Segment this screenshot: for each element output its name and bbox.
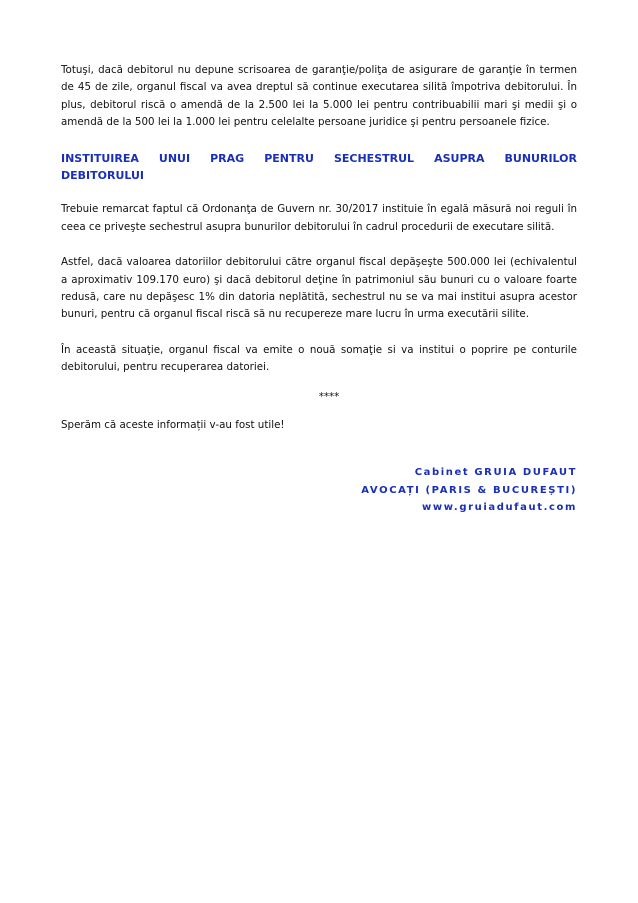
paragraph-threshold: Astfel, dacă valoarea datoriilor debitorului către organul fiscal depăşeşte 500.000 lei (echivalentul a aproximativ 109.170 euro) şi dacă debitorul deţine în patrimoniul său bunuri cu o valoare foarte redusă, care nu depăşesc 1% din datoria neplătită, sechestrul nu se va mai institui asupra acestor bunuri, pentru că organul fiscal riscă să nu recupereze mare lucru în urma executării silite. xyxy=(61,256,577,321)
signature-website[interactable]: www.gruiadufaut.com xyxy=(422,502,577,514)
document-page xyxy=(61,62,577,517)
separator: **** xyxy=(318,390,340,403)
section-heading-line1: INSTITUIREA UNUI PRAG PENTRU SECHESTRUL ASUPRA BUNURILOR xyxy=(61,151,577,165)
signature-block xyxy=(61,464,577,517)
section-heading xyxy=(61,150,577,185)
closing-line: Sperăm că aceste informații v-au fost utile! xyxy=(61,418,285,431)
section-heading-line2: DEBITORULUI xyxy=(61,169,145,183)
paragraph-garnishment: În această situaţie, organul fiscal va emite o nouă somaţie si va institui o poprire pe conturile debitorului, pentru recuperarea datoriei. xyxy=(61,343,577,374)
paragraph-guarantee-deadline: Totuşi, dacă debitorul nu depune scrisoarea de garanţie/poliţa de asigurare de garanţie în termen de 45 de zile, organul fiscal va avea dreptul să continue executarea silită împotriva debitorului. În plus, debitorul riscă o amendă de la 2.500 lei la 5.000 lei pentru contribuabilii mari şi medii şi o amendă de la 500 lei la 1.000 lei pentru celelalte persoane juridice şi pentru persoanele fizice. xyxy=(61,64,577,129)
paragraph-ordinance: Trebuie remarcat faptul că Ordonanţa de Guvern nr. 30/2017 instituie în egală măsură noi reguli în ceea ce priveşte sechestrul asupra bunurilor debitorului în cadrul procedurii de executare silită. xyxy=(61,203,577,233)
signature-firm: Cabinet GRUIA DUFAUT xyxy=(414,467,577,479)
signature-subtitle: AVOCAȚI (PARIS & BUCUREȘTI) xyxy=(361,484,577,496)
